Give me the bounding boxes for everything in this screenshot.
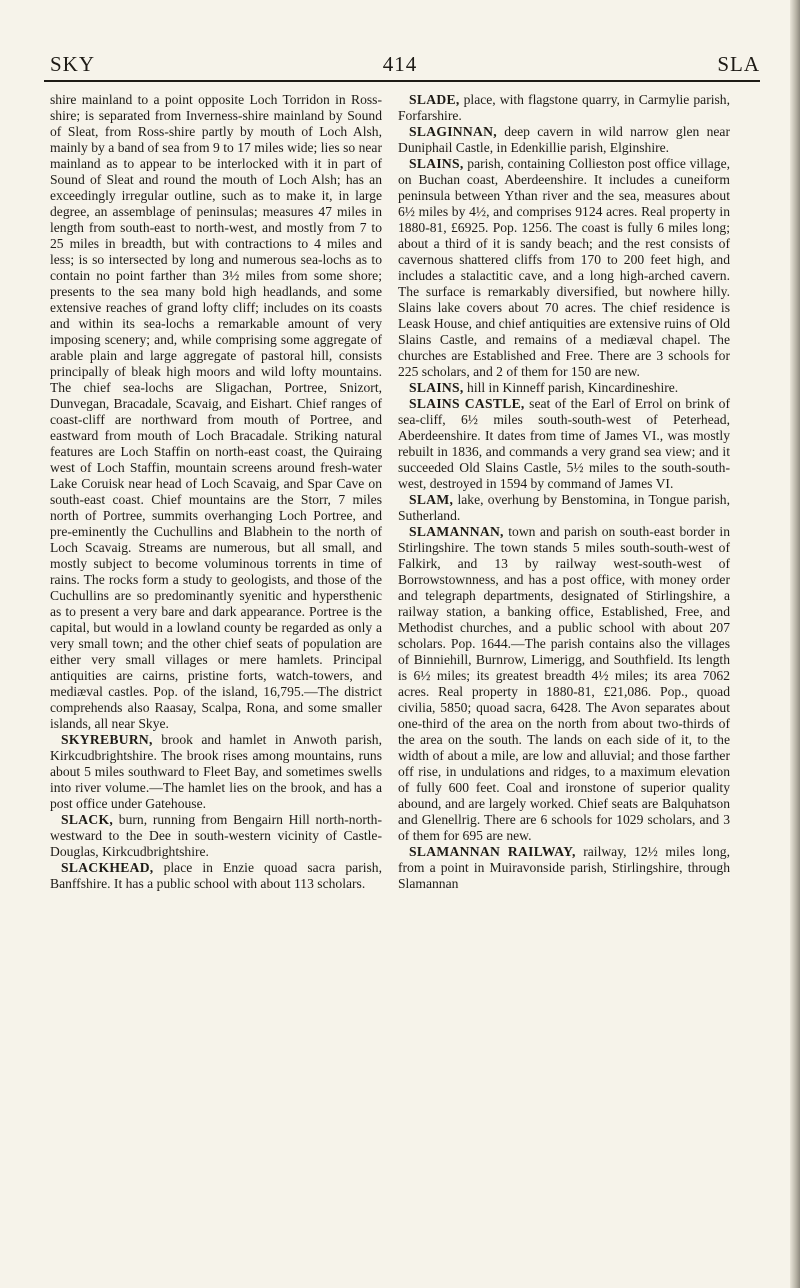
- entry: [50, 860, 382, 892]
- page-header: [36, 52, 764, 78]
- entry-headword: SLAINS,: [409, 380, 464, 395]
- entry-headword: SLAGINNAN,: [409, 124, 497, 139]
- entry: [398, 396, 730, 492]
- header-left-guideword: SKY: [50, 52, 96, 76]
- entry-text: parish, containing Collieston post office village, on Buchan coast, Aberdeenshire. It includes a cuneiform peninsula between Ythan river and the sea, measures about 6½ miles by 4½, and comprises 9124 acres. Real property in 1880-81, £6925. Pop. 1256. The coast is fully 6 miles long; about a third of it is sandy beach; and the rest consists of cavernous shattered cliffs from 170 to 200 feet high, and includes a stalactitic cave, and a long high-arched cavern. The surface is remarkably diversified, but nowhere hilly. Slains lake covers about 70 acres. The chief residence is Leask House, and chief antiquities are extensive ruins of Old Slains Castle, and remains of a mediæval chapel. The churches are Established and Free. There are 3 schools for 225 scholars, and 2 of them for 150 are new.: [398, 156, 730, 379]
- entry-headword: SLACKHEAD,: [61, 860, 154, 875]
- entry: [50, 812, 382, 860]
- entry-text: burn, running from Bengairn Hill north-north-westward to the Dee in south-western vicinity of Castle-Douglas, Kirkcudbrightshire.: [50, 812, 382, 859]
- page-number: 414: [382, 52, 418, 76]
- entry: [398, 524, 730, 844]
- entry: [50, 732, 382, 812]
- entry-text: railway, 12½ miles long, from a point in Muiravonside parish, Stirlingshire, through Slamannan: [398, 844, 730, 891]
- entry-text: hill in Kinneff parish, Kincardineshire.: [463, 380, 679, 395]
- entry-headword: SLAINS CASTLE,: [409, 396, 525, 411]
- entry-text: seat of the Earl of Errol on brink of sea-cliff, 6½ miles south-south-west of Peterhead, Aberdeenshire. It dates from time of James VI., was mostly rebuilt in 1836, and commands a very grand sea view; and it succeeded Old Slains Castle, 5½ miles to the south-south-west, destroyed in 1594 by command of James VI.: [398, 396, 730, 491]
- entry-headword: SLAMANNAN RAILWAY,: [409, 844, 576, 859]
- entry-text: lake, overhung by Benstomina, in Tongue parish, Sutherland.: [398, 492, 730, 523]
- left-column: [50, 92, 382, 892]
- entry-text: deep cavern in wild narrow glen near Duniphail Castle, in Edenkillie parish, Elginshire.: [398, 124, 730, 155]
- entry-headword: SLAINS,: [409, 156, 464, 171]
- entry-headword: SLACK,: [61, 812, 114, 827]
- entry: [398, 380, 730, 396]
- entry-headword: SLADE,: [409, 92, 460, 107]
- right-column: [398, 92, 730, 892]
- entry-text: shire mainland to a point opposite Loch Torridon in Ross-shire; is separated from Inverness-shire mainland by Sound of Sleat, from Ross-shire partly by mouth of Loch Alsh, mainly by a band of sea from 9 to 17 miles wide; lies so near mainland as to appear to be interlocked with it in part of Sound of Sleat and round the mouth of Loch Alsh; has an exceedingly irregular outline, such as to make it, in large degree, an assemblage of peninsulas; measures 47 miles in length from south-east to north-west, and mostly from 7 to 25 miles in breadth, but with contractions to 4 miles and less; is so intersected by long and numerous sea-lochs as to contain no point farther than 3½ miles from some shore; presents to the sea many bold high headlands, and some extensive reaches of grand lofty cliff; includes on its coasts and within its sea-lochs a remarkable amount of very imposing scenery; and, while comprising some aggregate of arable plain and large aggregate of pastoral hill, consists principally of bleak high moors and wild lofty mountains. The chief sea-lochs are Sligachan, Portree, Snizort, Dunvegan, Bracadale, Scavaig, and Eishart. Chief ranges of coast-cliff are northward from mouth of Portree, and eastward from mouth of Loch Bracadale. Striking natural features are Loch Staffin on north-east coast, the Quiraing west of Loch Staffin, mountain screens around fresh-water Lake Coruisk near head of Loch Scavaig, and Spar Cave on south-east coast. Chief mountains are the Storr, 7 miles north of Portree, summits overhanging Loch Portree, and pre-eminently the Cuchullins and Blabhein to the north of Loch Scavaig. Streams are numerous, but all small, and mostly subject to become voluminous torrents in time of rains. The rocks form a study to geologists, and those of the Cuchullins are so predominantly syenitic and hypersthenic as to present a very bare and dark appearance. Portree is the capital, but would in a lowland county be regarded as only a very small town; and the other chief seats of population are either very small villages or mere hamlets. Principal antiquities are cairns, pristine forts, watch-towers, and mediæval castles. Pop. of the island, 16,795.—The district comprehends also Raasay, Scalpa, Rona, and some smaller islands, all near Skye.: [50, 92, 382, 731]
- entry-headword: SKYREBURN,: [61, 732, 153, 747]
- header-right-guideword: SLA: [717, 52, 760, 76]
- entry: [398, 124, 730, 156]
- entry: [50, 92, 382, 732]
- entry: [398, 156, 730, 380]
- entry: [398, 492, 730, 524]
- entry-text: town and parish on south-east border in Stirlingshire. The town stands 5 miles south-south-west of Falkirk, and 13 by railway west-south-west of Borrowstownness, and has a post office, with money order and telegraph departments, designated of Stirlingshire, a railway station, a banking office, Established, Free, and Methodist churches, and a public school with about 207 scholars. Pop. 1644.—The parish contains also the villages of Binniehill, Burnrow, Limerigg, and Southfield. Its length is 6½ miles; its greatest breadth 4½ miles; its area 7062 acres. Real property in 1880-81, £21,086. Pop., quoad civilia, 5850; quoad sacra, 6428. The Avon separates about one-third of the area on the north from about two-thirds of the area on the south. The lands on each side of it, to the width of about a mile, are low and alluvial; and those farther off rise, in undulations and ridges, to a maximum elevation of fully 600 feet. Coal and ironstone of superior quality abound, and are largely worked. Chief seats are Balquhatson and Glenellrig. There are 6 schools for 1029 scholars, and 3 of them for 695 are new.: [398, 524, 730, 843]
- entry-headword: SLAMANNAN,: [409, 524, 504, 539]
- entry: [398, 92, 730, 124]
- entry-headword: SLAM,: [409, 492, 454, 507]
- entry-text: brook and hamlet in Anwoth parish, Kirkcudbrightshire. The brook rises among mountains, runs about 5 miles southward to Fleet Bay, and sometimes swells into river volume.—The hamlet lies on the brook, and has a post office under Gatehouse.: [50, 732, 382, 811]
- entry-text: place in Enzie quoad sacra parish, Banffshire. It has a public school with about 113 scholars.: [50, 860, 382, 891]
- page-edge-shadow: [790, 0, 800, 1288]
- entry: [398, 844, 730, 892]
- header-rule: [44, 80, 760, 82]
- entry-text: place, with flagstone quarry, in Carmylie parish, Forfarshire.: [398, 92, 730, 123]
